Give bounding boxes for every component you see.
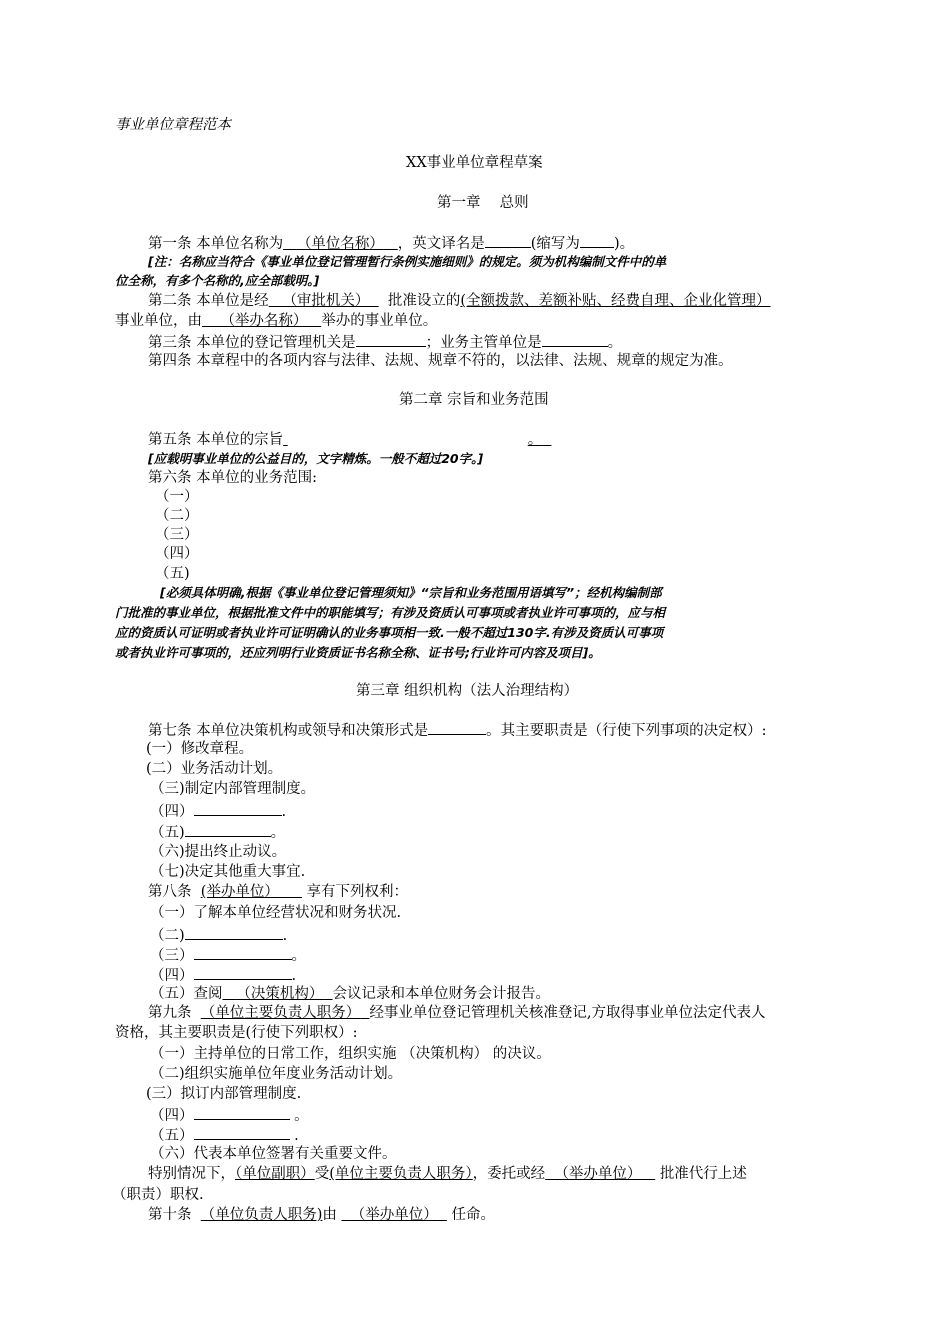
article-3: 第三条 本单位的登记管理机关是 ；业务主管单位是 。	[148, 331, 622, 353]
note-3-line-3: 应的资质认可证明或者执业许可证明确认的业务事项相一致.一般不超过130字.有涉及资质认可事项	[115, 625, 664, 640]
chapter-3-heading: 第三章 组织机构（法人治理结构）	[356, 683, 579, 699]
note-3-line-4: 或者执业许可事项的，还应列明行业资质证书名称全称、证书号;行业许可内容及项目]。	[115, 645, 601, 660]
abbreviation-blank	[580, 232, 614, 248]
chapter-1-heading: 第一章 总则	[437, 195, 529, 211]
article-4: 第四条 本章程中的各项内容与法律、法规、规章不符的，以法律、法规、规章的规定为准。	[148, 353, 733, 369]
purpose-blank: 。	[527, 432, 543, 448]
english-name-blank	[485, 232, 531, 248]
funding-type-field: (全额拨款、差额补贴、经费自理、企业化管理）	[460, 293, 771, 309]
article-1: 第一条 本单位名称为 （单位名称） ，英文译名是 (缩写为 )。	[148, 232, 634, 254]
a9-item-5: （五） .	[150, 1124, 299, 1146]
a7-item-5: （五) 。	[150, 821, 285, 843]
article-5: 第五条 本单位的宗旨 。	[148, 429, 551, 450]
a9-item-6: （六）代表本单位签署有关重要文件。	[150, 1146, 397, 1162]
a7-item-7: （七)决定其他重大事宜.	[150, 864, 306, 880]
a7-item-4: （四） .	[150, 800, 286, 822]
a7-item-6: （六)提出终止动议。	[150, 844, 287, 860]
a9-item-1: （一）主持单位的日常工作，组织实施 （决策机构） 的决议。	[150, 1046, 551, 1062]
decision-body-field: （决策机构）	[236, 986, 324, 1002]
article-7: 第七条 本单位决策机构或领导和决策形式是 。其主要职责是（行使下列事项的决定权）:	[148, 719, 767, 741]
scope-item-4: （四）	[155, 546, 199, 562]
a9-item-2: （二)组织实施单位年度业务活动计划。	[150, 1066, 403, 1082]
unit-name-field: （单位名称）	[296, 236, 384, 252]
a9-item-4: （四） 。	[150, 1104, 309, 1126]
article-2-cont: 事业单位，由 （举办名称） 举办的事业单位。	[115, 313, 438, 329]
chapter-2-heading: 第二章 宗旨和业务范围	[399, 392, 549, 408]
document-title: XX事业单位章程草案	[406, 155, 543, 171]
special-clause: 特别情况下，（单位副职）受(单位主要负责人职务），委托或经 （举办单位） 批准代行上述	[148, 1166, 747, 1182]
sponsor-unit-field-2: （举办单位）	[554, 1166, 642, 1182]
a8-item-3: （三） 。	[150, 944, 306, 966]
special-clause-cont: （职责）职权.	[112, 1187, 204, 1203]
scope-item-5: （五)	[155, 566, 190, 582]
a7-item-3: （三)制定内部管理制度。	[150, 781, 316, 797]
article-10: 第十条 （单位负责人职务)由 （举办单位） 任命。	[148, 1207, 496, 1223]
a7-item-1: (一）修改章程。	[146, 741, 254, 757]
sponsor-unit-field: (举办单位）	[200, 884, 279, 900]
deputy-field: （单位副职）	[235, 1166, 315, 1182]
legal-representative-field: （单位主要负责人职务）	[200, 1005, 361, 1021]
decision-form-blank	[428, 719, 486, 735]
a9-item-3: (三）拟订内部管理制度.	[146, 1086, 302, 1102]
head-position-field: （单位负责人职务)	[200, 1207, 323, 1223]
note-3-line-1: [必须具体明确,根据《事业单位登记管理须知》“宗旨和业务范围用语填写”；经机构编制部	[160, 585, 662, 600]
note-1-line-1: [注：名称应当符合《事业单位登记管理暂行条例实施细则》的规定。须为机构编制文件中的单	[148, 254, 667, 269]
scope-item-3: （三）	[155, 527, 199, 543]
article-2: 第二条 本单位是经 （审批机关） 批准设立的(全额拨款、差额补贴、经费自理、企业化管理）	[148, 293, 771, 309]
article-8: 第八条 (举办单位） 享有下列权利：	[148, 884, 409, 900]
article-9-cont: 资格，其主要职责是(行使下列职权）:	[115, 1025, 358, 1041]
note-1-line-2: 位全称，有多个名称的,应全部载明。]	[115, 273, 320, 288]
header-label: 事业单位章程范本	[115, 117, 231, 133]
registration-authority-blank	[356, 331, 426, 347]
sponsor-name-field: （举办名称）	[220, 313, 308, 329]
scope-item-2: （二）	[155, 508, 199, 524]
scope-item-1: （一）	[155, 489, 199, 505]
approval-authority-field: （审批机关）	[282, 293, 370, 309]
note-3-line-2: 门批准的事业单位，根据批准文件中的职能填写；有涉及资质认可事项或者执业许可事项的，应与相	[115, 605, 666, 620]
a8-item-1: （一）了解本单位经营状况和财务状况.	[150, 905, 402, 921]
note-2: [应载明事业单位的公益目的，文字精炼。一般不超过20字。]	[148, 451, 484, 466]
a8-item-5: （五）查阅 （决策机构） 会议记录和本单位财务会计报告。	[150, 986, 551, 1002]
supervisor-unit-blank	[542, 331, 608, 347]
a8-item-2: （二) .	[150, 924, 287, 946]
principal-position-field: (单位主要负责人职务）	[329, 1166, 473, 1182]
article-9: 第九条 （单位主要负责人职务） 经事业单位登记管理机关核准登记,方取得事业单位法定代表人	[148, 1005, 766, 1021]
article-6: 第六条 本单位的业务范围:	[148, 470, 317, 486]
a8-item-4: （四） .	[150, 964, 296, 986]
appointing-sponsor-field: （举办单位）	[350, 1207, 438, 1223]
a7-item-2: (二）业务活动计划。	[146, 761, 283, 777]
